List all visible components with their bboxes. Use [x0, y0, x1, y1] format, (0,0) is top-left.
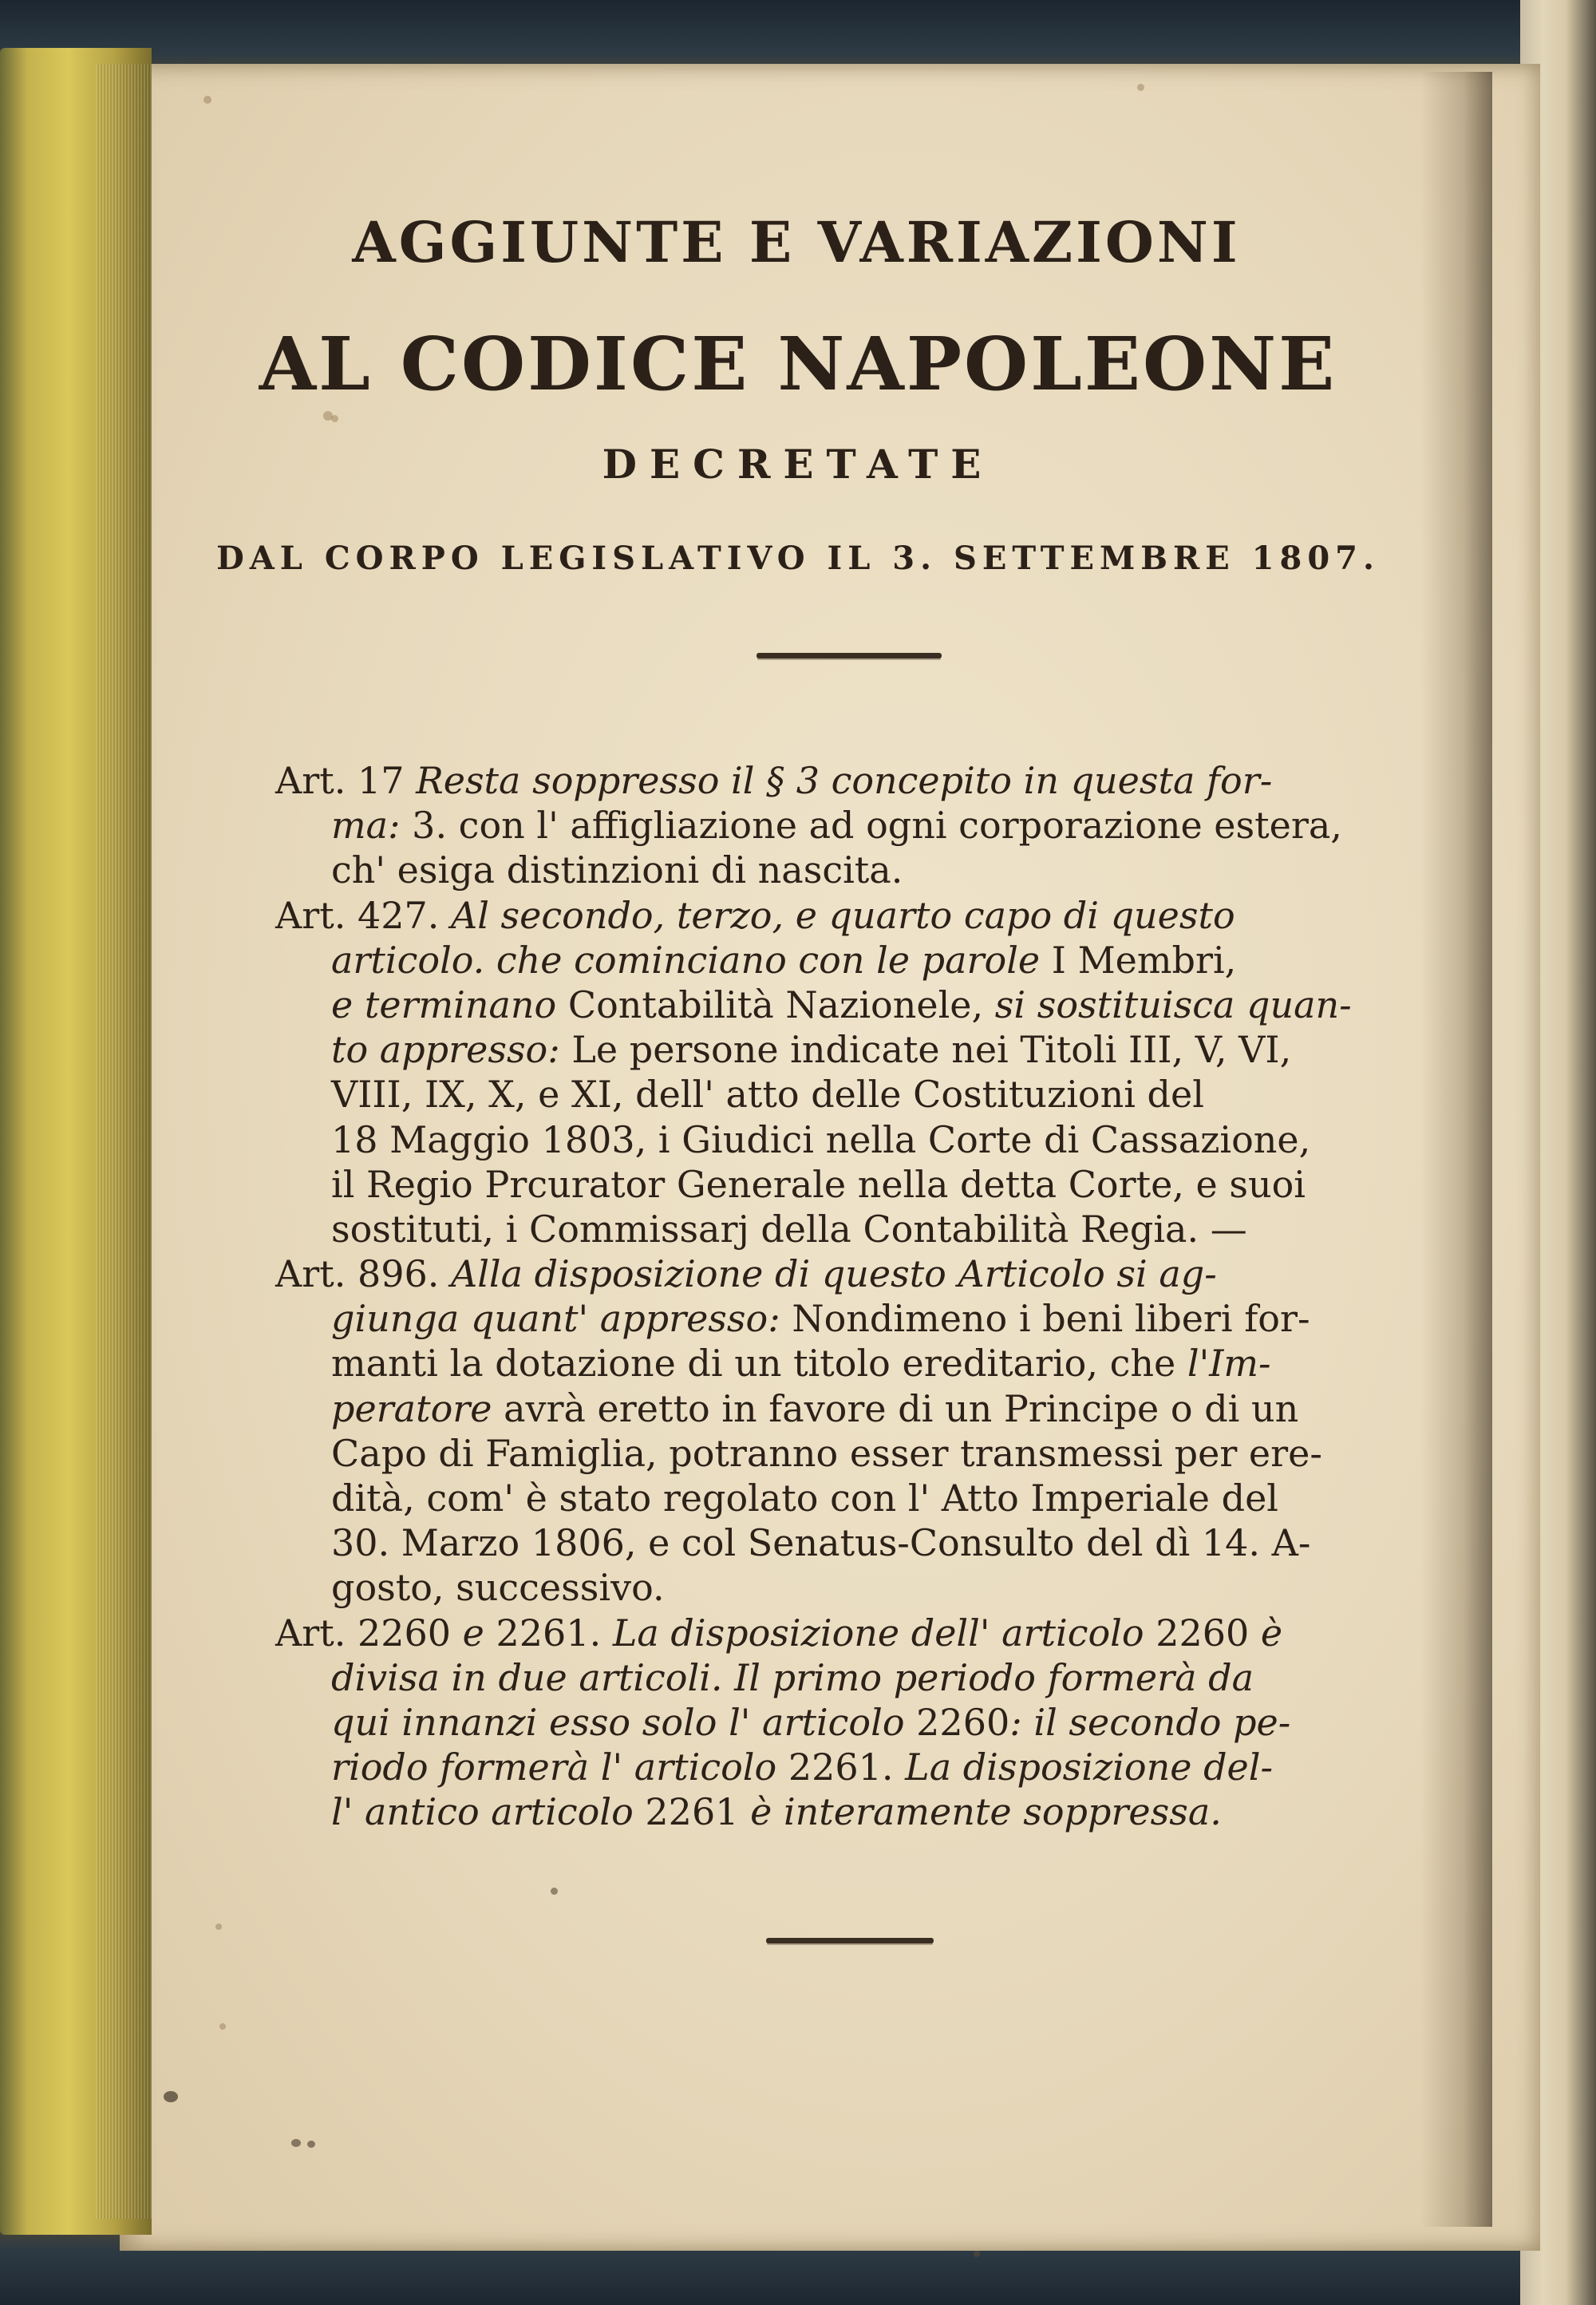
- text-run: Art. 896.: [275, 1252, 451, 1296]
- text-run: avrà eretto in favore di un Principe o di un: [504, 1386, 1299, 1430]
- text-run: Le persone indicate nei Titoli III, V, VI,: [571, 1028, 1292, 1072]
- text-run: riodo formerà l' articolo: [331, 1746, 788, 1789]
- text-run: Alla disposizione di questo Articolo si ag-: [450, 1252, 1217, 1296]
- article-line: [275, 1745, 1416, 1789]
- article-line: [275, 1789, 1416, 1834]
- article-line: [275, 1207, 1416, 1251]
- foxing-spot: [1137, 84, 1144, 91]
- text-run: manti la dotazione di un titolo ereditario, che: [331, 1342, 1187, 1386]
- article-line: [275, 1565, 1416, 1610]
- text-run: l'Im-: [1187, 1342, 1271, 1386]
- foxing-spot: [974, 2251, 980, 2257]
- text-run: divisa in due articoli. Il primo periodo formerà da: [331, 1655, 1254, 1699]
- title-line-1: AGGIUNTE E VARIAZIONI: [352, 209, 1241, 275]
- text-run: l' antico articolo: [331, 1790, 646, 1834]
- text-run: 2260: [916, 1700, 1010, 1744]
- article-line: [275, 1700, 1416, 1745]
- ink-blot: [164, 2091, 178, 2102]
- text-run: Resta soppresso il § 3 concepito in questa for-: [416, 759, 1273, 802]
- text-run: dità, com' è stato regolato con l' Atto Imperiale del: [331, 1477, 1279, 1520]
- title-line-3: DECRETATE: [602, 441, 994, 488]
- article-paragraph: [275, 1611, 1416, 1835]
- text-run: Art. 17: [275, 759, 417, 802]
- article-line: [275, 1431, 1416, 1476]
- article-line: [275, 1296, 1416, 1341]
- article-line: [275, 1386, 1416, 1431]
- text-run: giunga quant' appresso:: [331, 1297, 792, 1341]
- text-run: e: [462, 1611, 496, 1655]
- divider-rule-bottom: [766, 1938, 934, 1943]
- article-line: [275, 1027, 1416, 1072]
- article-paragraph: [275, 1251, 1416, 1611]
- article-line: [275, 1341, 1416, 1386]
- text-run: 2261.: [788, 1746, 906, 1789]
- article-line: [275, 982, 1416, 1027]
- title-line-2: AL CODICE NAPOLEONE: [259, 321, 1337, 407]
- foxing-spot: [215, 1923, 222, 1930]
- text-run: 30. Marzo 1806, e col Senatus-Consulto del dì 14. A-: [331, 1521, 1311, 1565]
- text-run: I Membri,: [1051, 938, 1237, 982]
- article-line: [275, 848, 1416, 892]
- text-run: La disposizione del-: [905, 1746, 1273, 1789]
- text-run: articolo. che cominciano con le parole: [331, 938, 1052, 982]
- text-run: 18 Maggio 1803, i Giudici nella Corte di Cassazione,: [331, 1117, 1311, 1161]
- article-line: [275, 1611, 1416, 1655]
- text-run: VIII, IX, X, e XI, dell' atto delle Costituzioni del: [331, 1073, 1204, 1117]
- article-line: [275, 1072, 1416, 1117]
- foxing-spot: [331, 415, 338, 422]
- text-run: : il secondo pe-: [1009, 1700, 1291, 1744]
- text-run: e terminano: [331, 982, 568, 1026]
- text-run: Art. 427.: [275, 893, 451, 937]
- text-run: 2261: [645, 1790, 751, 1834]
- article-line: [275, 803, 1416, 848]
- text-run: si sostituisca quan-: [994, 982, 1352, 1026]
- text-run: 2261.: [496, 1611, 613, 1655]
- text-run: ma:: [331, 804, 413, 848]
- text-run: qui innanzi esso solo l' articolo: [331, 1700, 917, 1744]
- article-line: [275, 1251, 1416, 1296]
- text-run: gosto, successivo.: [331, 1566, 665, 1610]
- articles-body: [275, 758, 1416, 1835]
- text-run: ch' esiga distinzioni di nascita.: [331, 848, 903, 892]
- text-run: è interamente soppressa.: [750, 1790, 1222, 1834]
- text-run: Contabilità Nazionele,: [567, 982, 995, 1026]
- foxing-spot: [203, 96, 211, 104]
- article-line: [275, 758, 1416, 803]
- text-run: 3. con l' affigliazione ad ogni corporazione estera,: [412, 804, 1342, 848]
- text-run: to appresso:: [331, 1028, 572, 1072]
- text-run: Al secondo, terzo, e quarto capo di questo: [450, 893, 1235, 937]
- ink-blot: [551, 1888, 558, 1895]
- article-paragraph: [275, 758, 1416, 893]
- text-run: Art. 2260: [275, 1611, 463, 1655]
- text-run: il Regio Prcurator Generale nella detta Corte, e suoi: [331, 1162, 1306, 1206]
- text-run: Capo di Famiglia, potranno esser transmessi per ere-: [331, 1431, 1322, 1475]
- article-line: [275, 1476, 1416, 1520]
- text-run: Nondimeno i beni liberi for-: [792, 1297, 1310, 1341]
- ink-blot: [307, 2141, 315, 2148]
- article-line: [275, 893, 1416, 938]
- text-run: peratore: [331, 1386, 504, 1430]
- article-line: [275, 1520, 1416, 1565]
- text-run: La disposizione dell' articolo: [612, 1611, 1156, 1655]
- article-paragraph: [275, 893, 1416, 1252]
- article-line: [275, 1655, 1416, 1700]
- divider-rule-top: [757, 653, 942, 658]
- text-run: sostituti, i Commissarj della Contabilità Regia. —: [331, 1207, 1247, 1251]
- article-line: [275, 1162, 1416, 1207]
- text-run: 2260: [1156, 1611, 1261, 1655]
- article-line: [275, 1117, 1416, 1162]
- text-run: è: [1260, 1611, 1283, 1655]
- ink-blot: [291, 2139, 301, 2147]
- foxing-spot: [219, 2023, 226, 2030]
- article-line: [275, 938, 1416, 982]
- title-line-4: DAL CORPO LEGISLATIVO IL 3. SETTEMBRE 1807.: [216, 540, 1380, 577]
